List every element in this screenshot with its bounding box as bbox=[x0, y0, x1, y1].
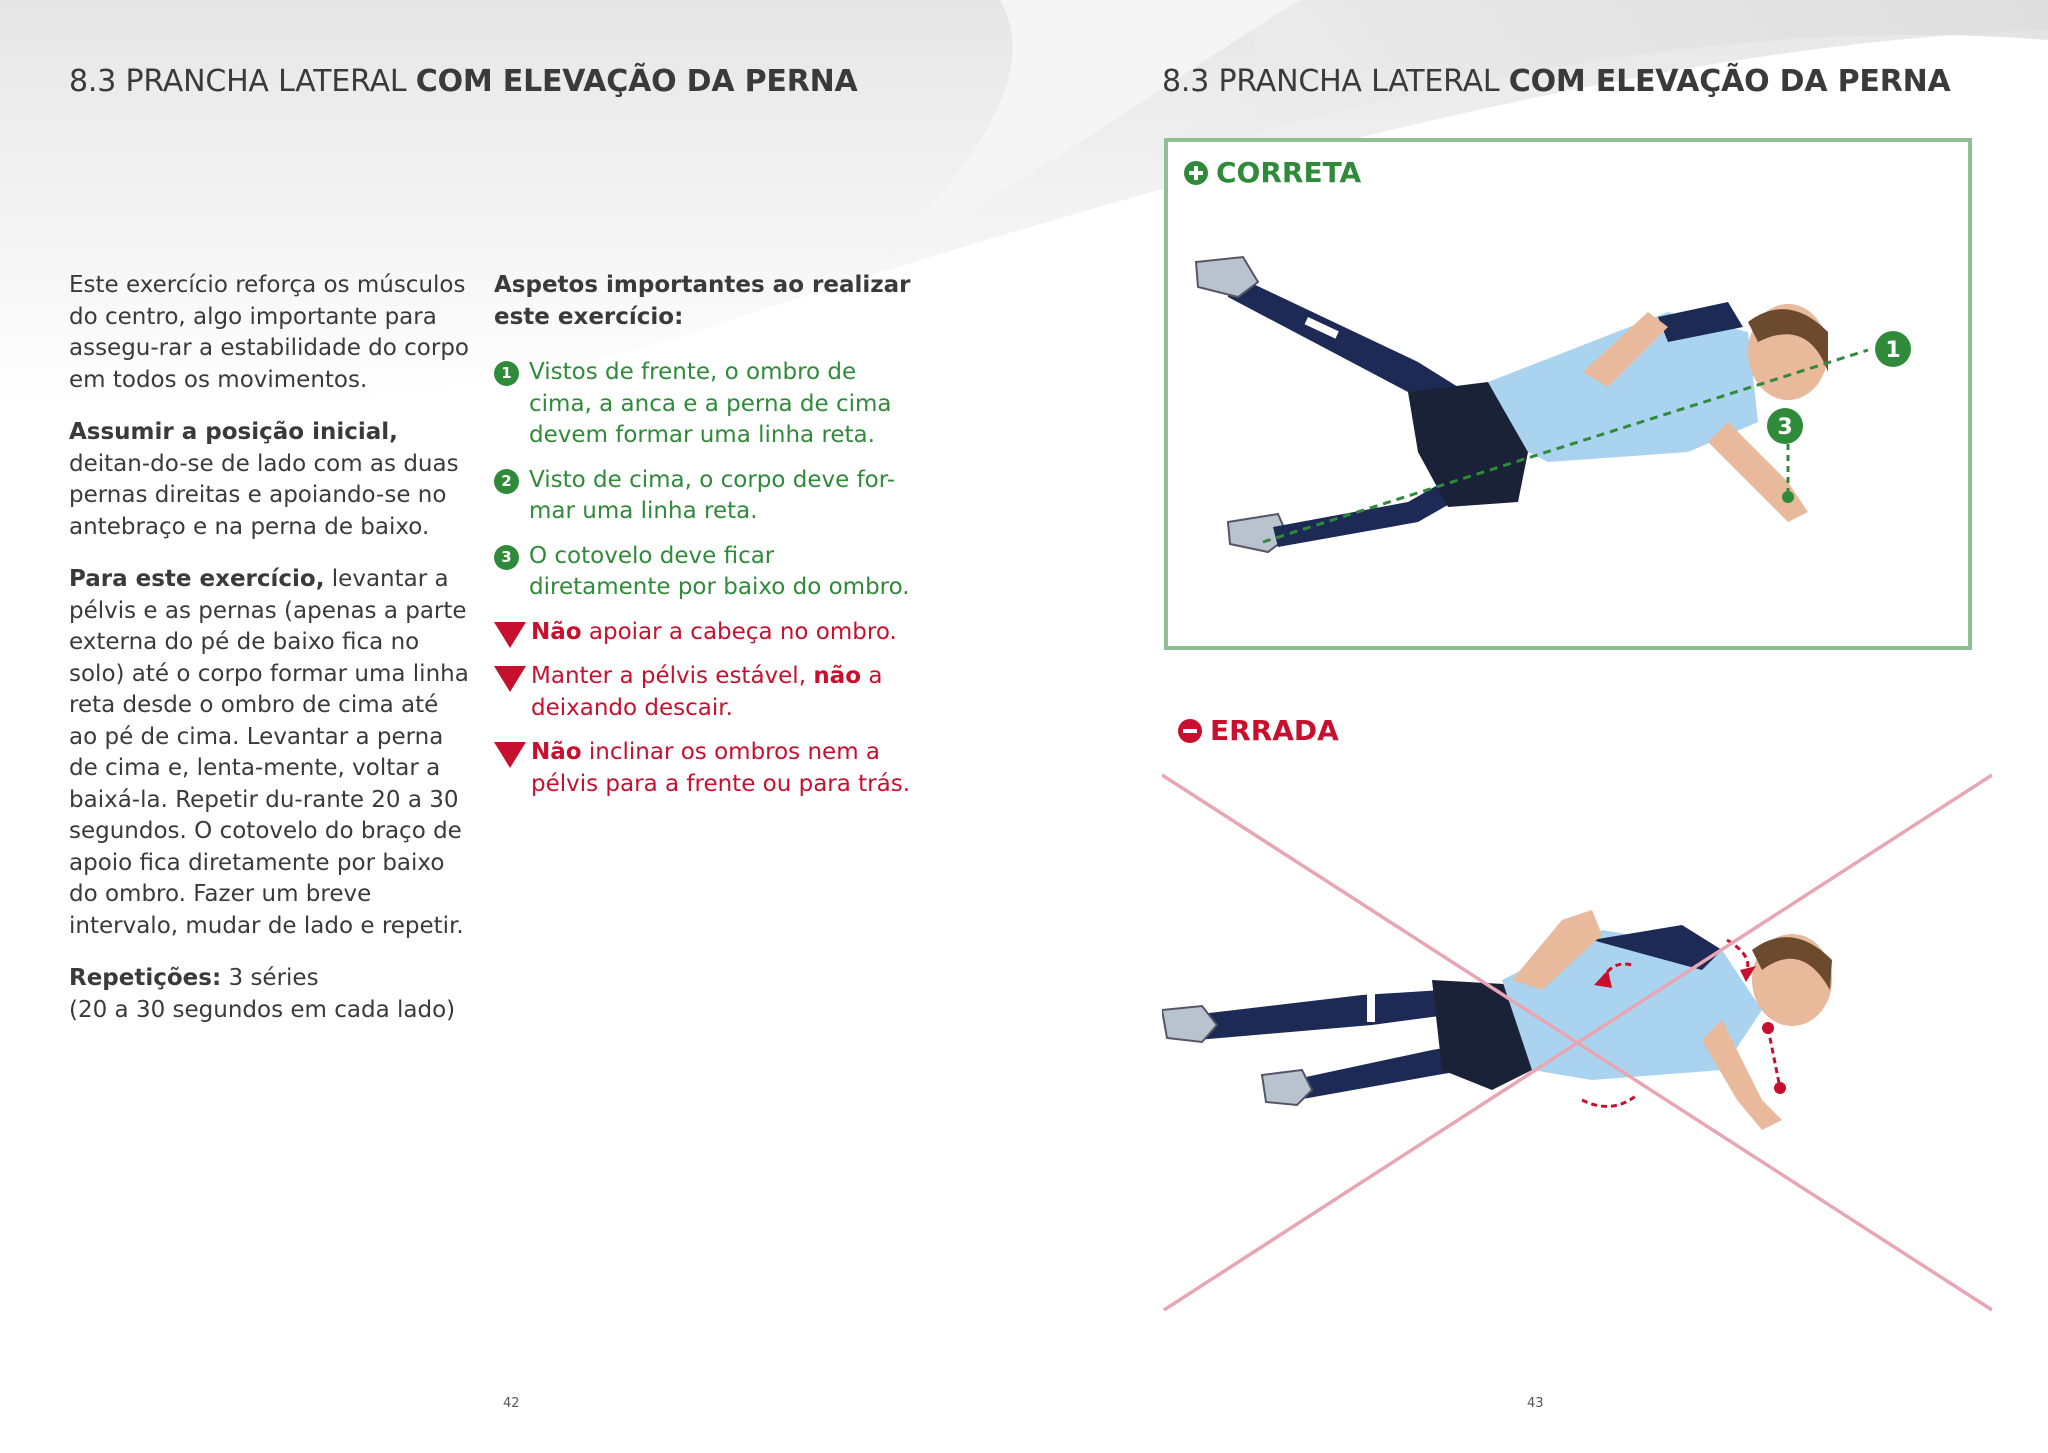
number-badge-3: 3 bbox=[494, 545, 519, 570]
good-point-3: 3 O cotovelo deve ficar diretamente por baixo do ombro. bbox=[494, 541, 914, 604]
page-title: 8.3 PRANCHA LATERAL COM ELEVAÇÃO DA PERNA bbox=[69, 64, 858, 99]
wrong-side-plank-photo bbox=[1162, 770, 1992, 1320]
plus-circle-icon bbox=[1184, 161, 1208, 185]
page-number: 43 bbox=[1527, 1396, 1544, 1411]
number-badge-1: 1 bbox=[494, 361, 519, 386]
correct-example-box bbox=[1164, 138, 1972, 650]
intro-paragraph: Este exercício reforça os músculos do centro, algo importante para assegu-rar a estabilidade do corpo em todos os movimentos. bbox=[69, 272, 470, 393]
warning-triangle-icon bbox=[494, 622, 526, 648]
page-number: 42 bbox=[503, 1396, 520, 1411]
number-badge-2: 2 bbox=[494, 469, 519, 494]
correct-side-plank-photo bbox=[1188, 222, 1958, 622]
warning-point-3: Não inclinar os ombros nem a pélvis para a frente ou para trás. bbox=[494, 737, 914, 800]
page-title: 8.3 PRANCHA LATERAL COM ELEVAÇÃO DA PERNA bbox=[1162, 64, 1951, 99]
correct-label: CORRETA bbox=[1184, 156, 1361, 189]
marker-1: 1 bbox=[1885, 338, 1901, 363]
exercise-paragraph: Para este exercício, levantar a pélvis e as pernas (apenas a parte externa do pé de baixo fica no solo) até o corpo formar uma linha reta desde o ombro de cima até ao pé de cima. Levantar a perna de cima e, lenta-mente, voltar a baixá-la. Repetir du-rante 20 a 30 segundos. O cotovelo do braço de apoio fica diretamente por baixo do ombro. Fazer um breve intervalo, mudar de lado e repetir. bbox=[69, 566, 469, 939]
minus-circle-icon bbox=[1178, 719, 1202, 743]
warning-point-2: Manter a pélvis estável, não a deixando descair. bbox=[494, 661, 914, 724]
repetitions-paragraph: Repetições: 3 séries (20 a 30 segundos em cada lado) bbox=[69, 965, 456, 1023]
aspects-intro: Aspetos importantes ao realizar este exercício: bbox=[494, 272, 911, 330]
warning-triangle-icon bbox=[494, 666, 526, 692]
marker-3: 3 bbox=[1777, 415, 1793, 440]
right-page bbox=[1024, 0, 2048, 1453]
good-point-2: 2 Visto de cima, o corpo deve for-mar uma linha reta. bbox=[494, 465, 914, 528]
warning-point-1: Não apoiar a cabeça no ombro. bbox=[494, 617, 914, 649]
description-column bbox=[69, 270, 469, 1047]
warning-triangle-icon bbox=[494, 742, 526, 768]
aspects-column bbox=[494, 270, 914, 813]
good-point-1: 1 Vistos de frente, o ombro de cima, a anca e a perna de cima devem formar uma linha reta. bbox=[494, 357, 914, 452]
wrong-label: ERRADA bbox=[1178, 714, 1339, 747]
start-position-paragraph: Assumir a posição inicial, deitan-do-se de lado com as duas pernas direitas e apoiando-se no antebraço e na perna de baixo. bbox=[69, 419, 459, 540]
